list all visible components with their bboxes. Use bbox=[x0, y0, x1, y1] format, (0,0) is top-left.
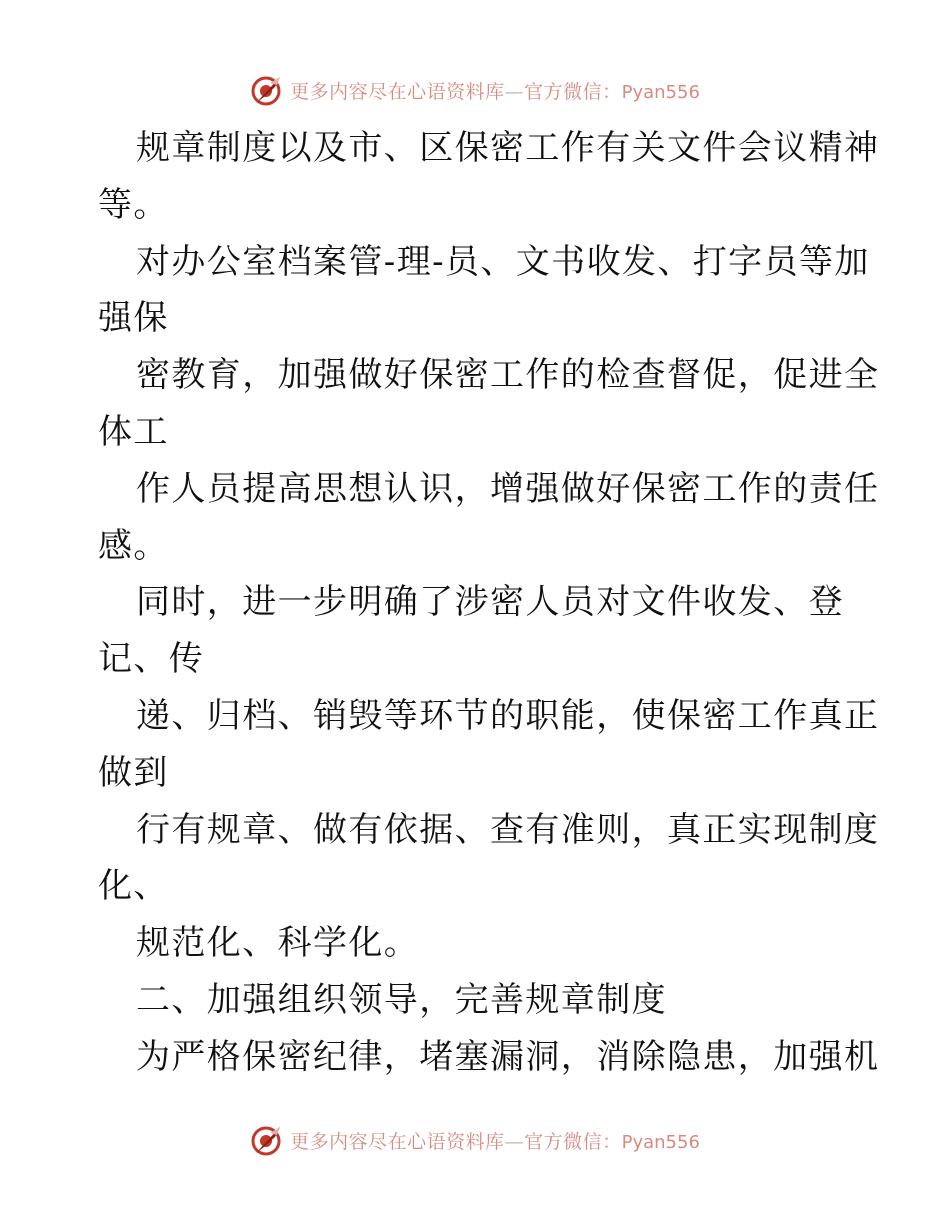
body-text-line: 二、加强组织领导，完善规章制度 bbox=[136, 979, 667, 1020]
body-text-line: 规范化、科学化。 bbox=[136, 923, 420, 964]
body-text-line: 同时，进一步明确了涉密人员对文件收发、登 bbox=[136, 582, 844, 623]
header-banner-text bbox=[290, 77, 700, 104]
document-body bbox=[98, 120, 880, 1086]
header-banner-wechat-id: Pyan556 bbox=[621, 81, 700, 103]
footer-banner-text bbox=[290, 1127, 700, 1154]
body-text-line: 规章制度以及市、区保密工作有关文件会议精神 bbox=[136, 128, 880, 168]
body-text-line: 做到 bbox=[98, 752, 169, 793]
body-text-line: 密教育，加强做好保密工作的检查督促，促进全 bbox=[136, 355, 880, 396]
footer-banner-inner bbox=[250, 1123, 700, 1157]
header-banner-separator: — bbox=[504, 80, 525, 103]
footer-banner-wechat-id: Pyan556 bbox=[621, 1131, 700, 1153]
header-banner-suffix: 官方微信： bbox=[524, 80, 622, 103]
body-text-line: 作人员提高思想认识，增强做好保密工作的责任 bbox=[136, 468, 880, 509]
footer-banner-suffix: 官方微信： bbox=[524, 1130, 622, 1153]
footer-banner bbox=[0, 1120, 950, 1160]
quill-logo-icon bbox=[250, 1123, 284, 1157]
header-banner-main: 更多内容尽在心语资料库 bbox=[290, 80, 505, 103]
footer-banner-separator: — bbox=[504, 1130, 525, 1153]
header-banner bbox=[0, 70, 950, 110]
header-banner-inner bbox=[250, 73, 700, 107]
body-text-line: 强保 bbox=[98, 298, 169, 339]
body-text-line: 为严格保密纪律，堵塞漏洞，消除隐患，加强机 bbox=[136, 1036, 880, 1077]
body-text-line: 体工 bbox=[98, 411, 169, 452]
body-text-line: 化、 bbox=[98, 866, 169, 907]
body-text-line: 递、归档、销毁等环节的职能，使保密工作真正 bbox=[136, 695, 880, 736]
quill-logo-icon bbox=[250, 73, 284, 107]
body-text-line: 感。 bbox=[98, 525, 169, 566]
body-text-line: 等。 bbox=[98, 184, 169, 225]
body-text-line: 记、传 bbox=[98, 639, 205, 680]
footer-banner-main: 更多内容尽在心语资料库 bbox=[290, 1130, 505, 1153]
body-text-line: 对办公室档案管-理-员、文书收发、打字员等加 bbox=[136, 241, 870, 282]
body-text-line: 行有规章、做有依据、查有准则，真正实现制度 bbox=[136, 809, 880, 850]
